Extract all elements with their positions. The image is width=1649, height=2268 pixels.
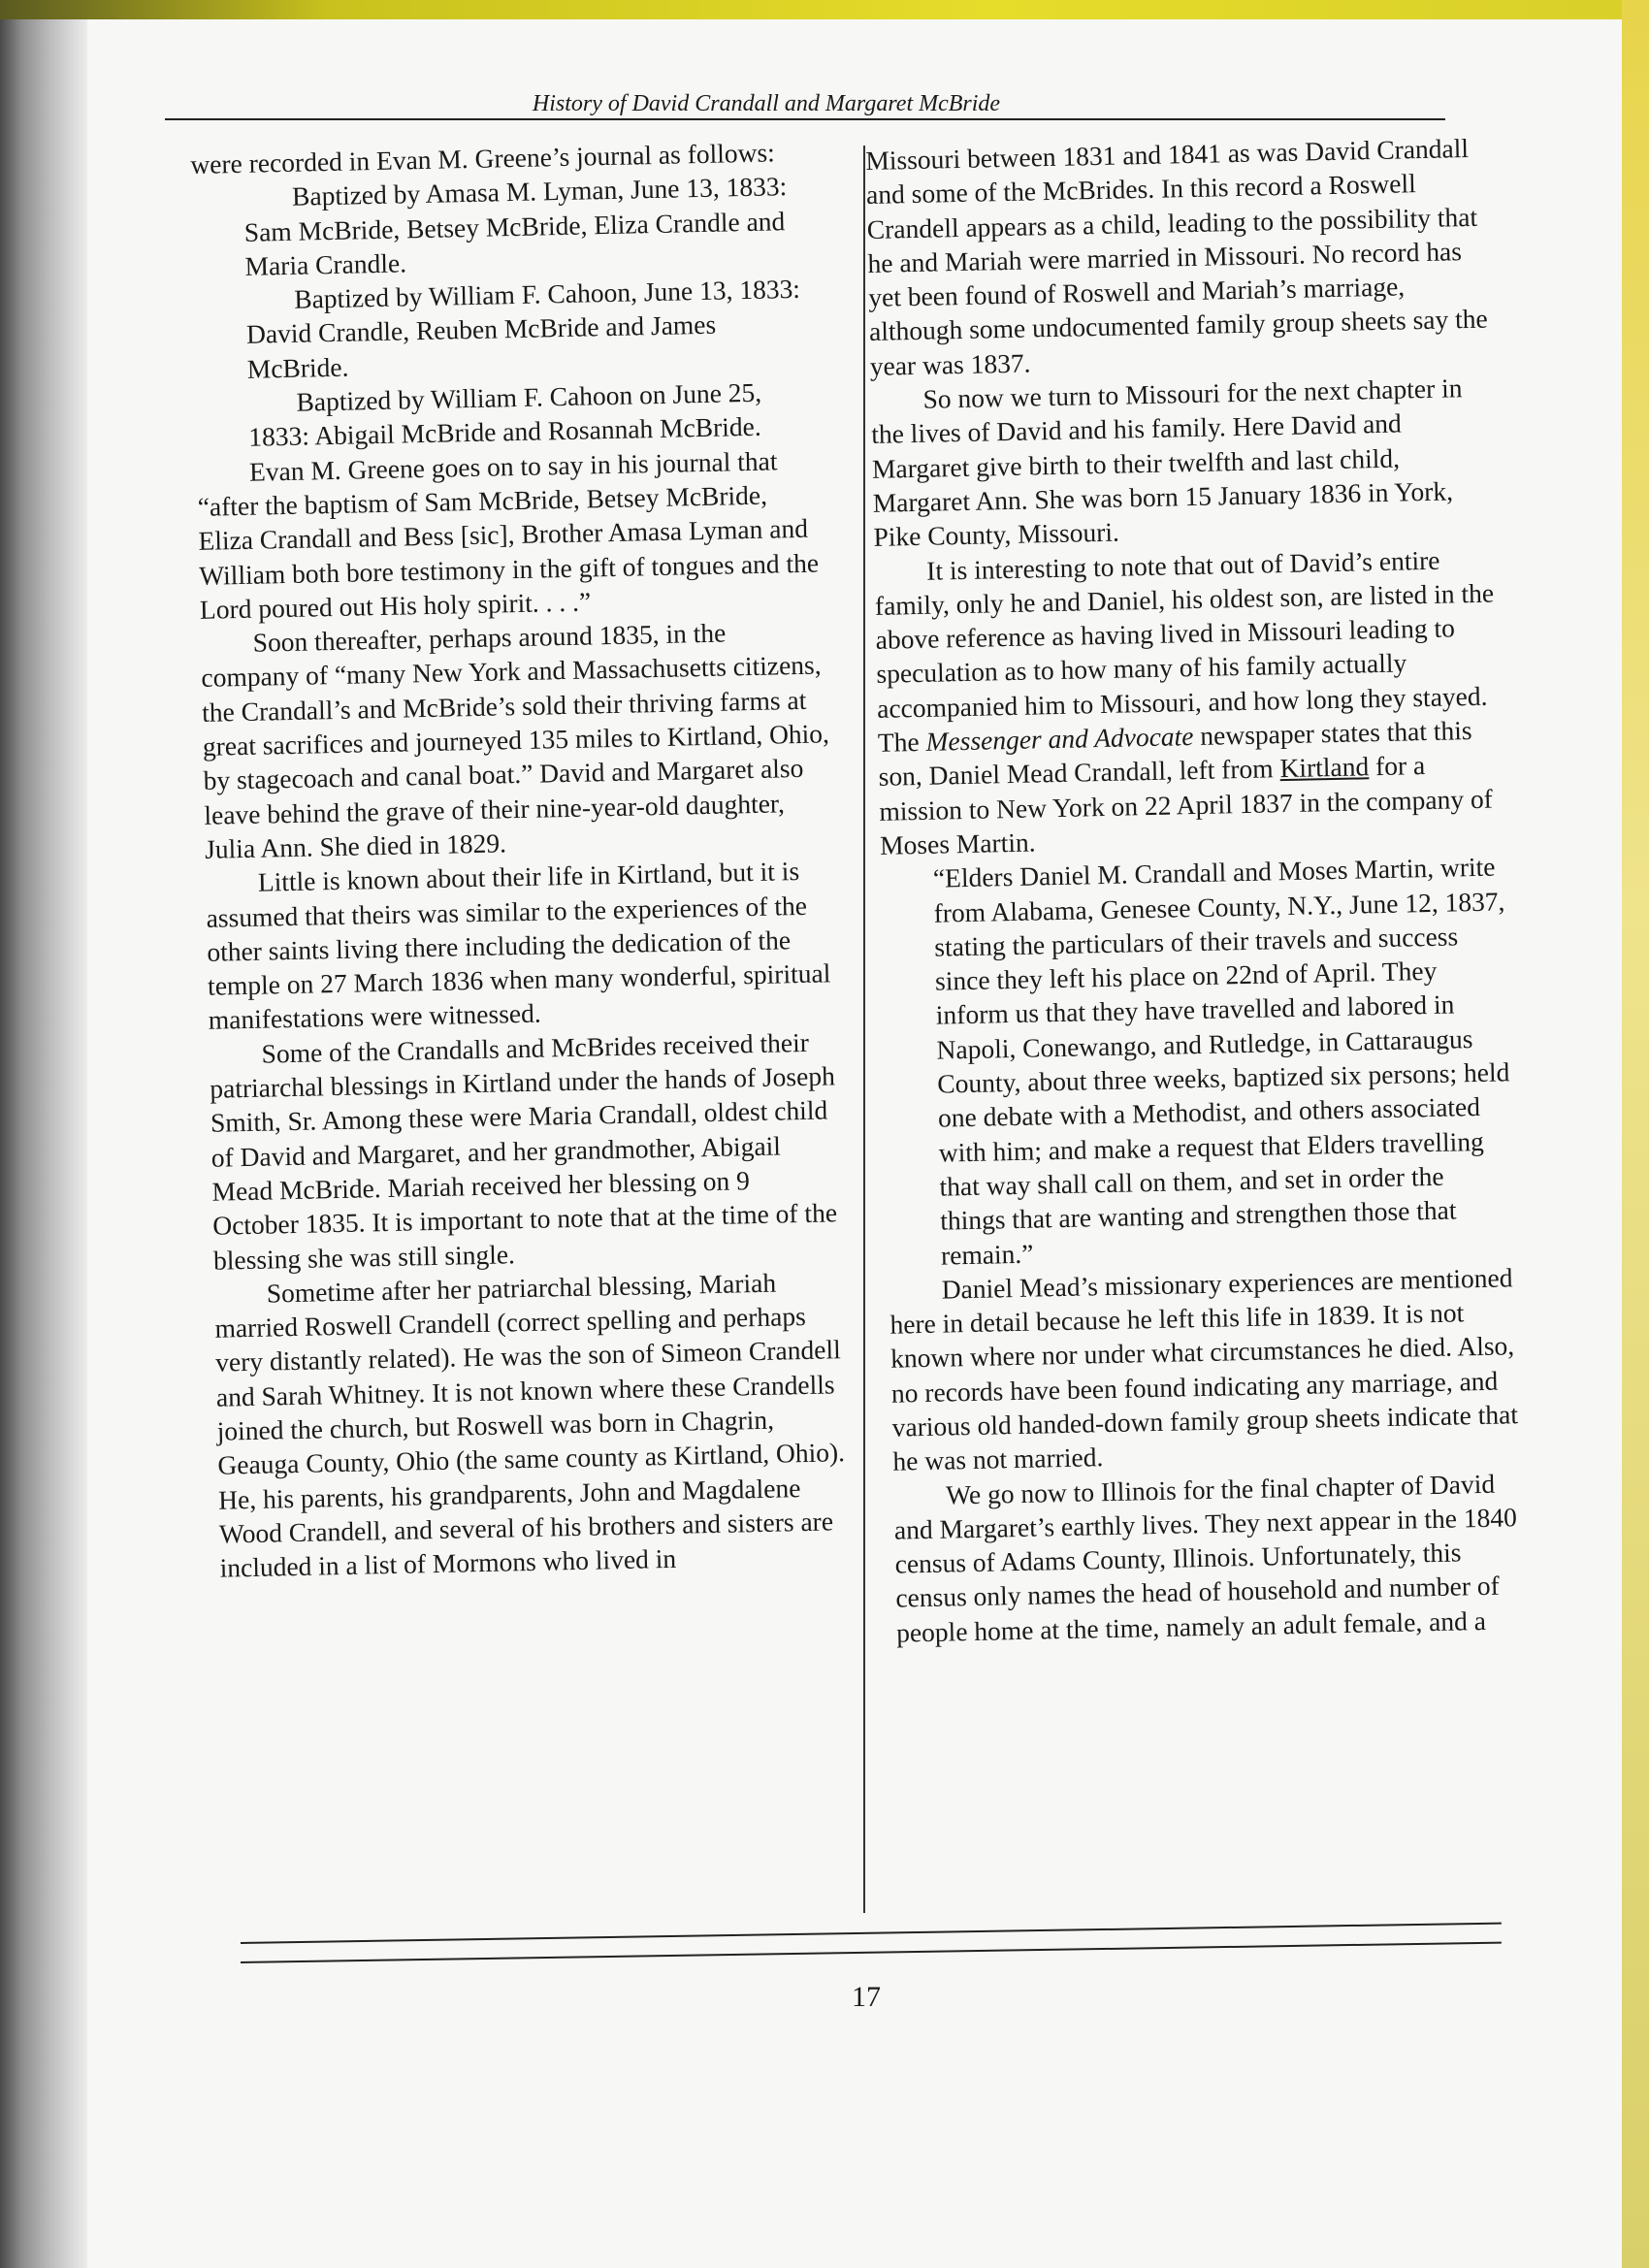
- paragraph: Sometime after her patriarchal blessing, Mariah married Roswell Crandell (correct spelling and perhaps very distantly related). He was the son of Simeon Crandell and Sarah Whitney. It is not known where these Crandells joined the church, but Roswell was born in Chagrin, Geauga County, Ohio (the same county as Kirtland, Ohio). He, his parents, his grandparents, John and Magdalene Wood Crandell, and several of his brothers and sisters are included in a list of Mormons who lived in: [214, 1267, 846, 1583]
- page-number: 17: [852, 1981, 881, 2013]
- paragraph: We go now to Illinois for the final chapter of David and Margaret’s earthly lives. They next appear in the 1840 census of Adams County, Illinois. Unfortunately, this census only names the head of household and number of people home at the time, namely an adult female, and a: [893, 1468, 1518, 1648]
- paragraph: Soon thereafter, perhaps around 1835, in the company of “many New York and Massachusetts citizens, the Crandall’s and McBride’s sold their thriving farms at great sacrifices and journeyed 135 miles to Kirtland, Ohio, by stagecoach and canal boat.” David and Margaret also leave behind the grave of their nine-year-old daughter, Julia Ann. She died in 1829.: [201, 617, 830, 864]
- running-title: History of David Crandall and Margaret McBride: [532, 91, 1001, 116]
- paragraph: were recorded in Evan M. Greene’s journal as follows:: [190, 137, 776, 179]
- left-column: [190, 134, 849, 1585]
- underlined-place: Kirtland: [1279, 751, 1370, 784]
- paragraph: Little is known about their life in Kirtland, but it is assumed that theirs was similar to the experiences of the other saints living there including the dedication of the temple on 27 March 1836 when many wonderful, spiritual manifestations were witnessed.: [206, 856, 831, 1036]
- baptism-record: Baptized by William F. Cahoon on June 25, 1833: Abigail McBride and Rosannah McBride.: [247, 376, 762, 453]
- right-column: [865, 130, 1525, 1649]
- paragraph: So now we turn to Missouri for the next chapter in the lives of David and his family. Here David and Margaret give birth to their twelfth and last child, Margaret Ann. She was born 15 January 1836 in York, Pike County, Missouri.: [870, 373, 1463, 553]
- book-binding-shadow: [0, 19, 87, 2268]
- text-run: for a mission to New York on 22 April 1837 in the company of Moses Martin.: [879, 750, 1494, 860]
- baptism-record: Baptized by William F. Cahoon, June 13, 1833: David Crandle, Reuben McBride and James McBride.: [245, 274, 801, 384]
- paragraph: [874, 541, 1509, 862]
- block-quote: “Elders Daniel M. Crandall and Moses Martin, write from Alabama, Genesee County, N.Y., June 12, 1837, stating the particulars of their travels and success since they left his place on 22nd of April. They inform us that they have travelled and labored in Napoli, Conewango, and Rutledge, in Cattaraugus County, about three weeks, baptized six persons; held one debate with a Methodist, and others associated with him; and make a request that Elders travelling that way shall call on them, and set in order the things that are wanting and strengthen those that remain.”: [932, 851, 1510, 1271]
- paragraph: Evan M. Greene goes on to say in his journal that “after the baptism of Sam McBride, Betsey McBride, Eliza Crandall and Bess [sic], Brother Amasa Lyman and William both bore testimony in the gift of tongues and the Lord poured out His holy spirit. . . .”: [197, 445, 820, 625]
- text-run: newspaper states that this son, Daniel Mead Crandall, left from: [878, 715, 1472, 793]
- scan-top-edge: [0, 0, 1649, 19]
- scan-right-edge: [1622, 0, 1649, 2268]
- paragraph: Missouri between 1831 and 1841 as was David Crandall and some of the McBrides. In this record a Roswell Crandell appears as a child, leading to the possibility that he and Mariah were married in Missouri. No record has yet been found of Roswell and Mariah’s marriage, although some undocumented family group sheets say the year was 1837.: [865, 132, 1488, 381]
- text-run: It is interesting to note that out of David’s entire family, only he and Daniel, his oldest son, are listed in the above reference as having lived in Missouri leading to speculation as to how many of his family actually accompanied him to Missouri, and how long they stayed. The: [874, 544, 1495, 758]
- paragraph: Daniel Mead’s missionary experiences are mentioned here in detail because he left this life in 1839. It is not known where nor under what circumstances he died. Also, no records have been found indicating any marriage, and various old handed-down family group sheets indicate that he was not married.: [889, 1262, 1519, 1476]
- baptism-record: Baptized by Amasa M. Lyman, June 13, 1833: Sam McBride, Betsey McBride, Eliza Crandle and Maria Crandle.: [243, 171, 788, 281]
- column-divider: [863, 146, 865, 1913]
- running-header: [165, 89, 1445, 120]
- paragraph: Some of the Crandalls and McBrides received their patriarchal blessings in Kirtland under the hands of Joseph Smith, Sr. Among these were Maria Crandall, oldest child of David and Margaret, and her grandmother, Abigail Mead McBride. Mariah received her blessing on 9 October 1835. It is important to note that at the time of the blessing she was still single.: [210, 1026, 838, 1276]
- newspaper-title: Messenger and Advocate: [925, 721, 1194, 757]
